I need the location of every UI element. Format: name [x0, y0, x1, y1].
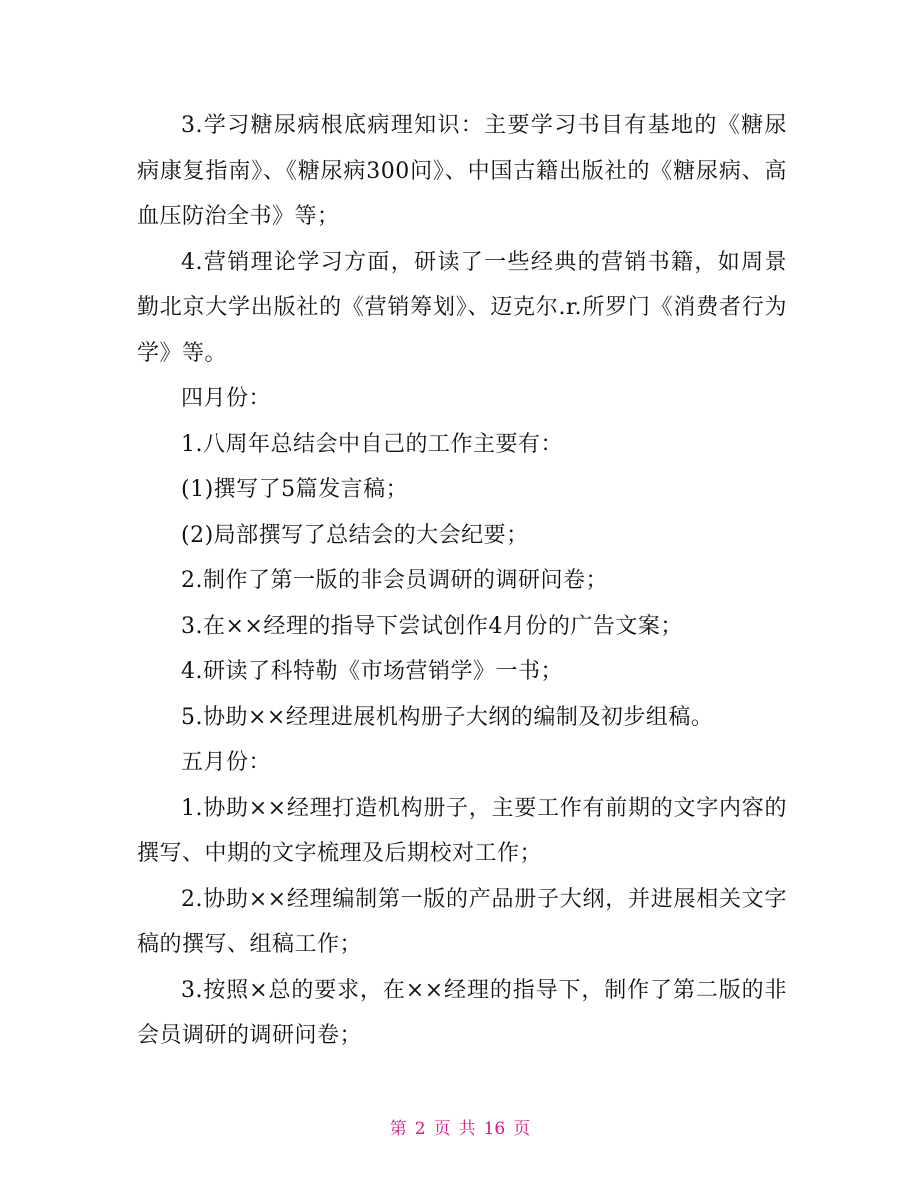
footer-page-word: 页	[433, 1119, 451, 1139]
document-body	[137, 103, 787, 1059]
paragraph-may-item-3: 3.按照×总的要求，在××经理的指导下，制作了第二版的非会员调研的调研问卷；	[137, 977, 787, 1048]
footer-current-page: 2	[414, 1119, 426, 1139]
heading-april: 四月份：	[181, 386, 272, 411]
paragraph-marketing-theory: 4.营销理论学习方面，研读了一些经典的营销书籍，如周景勤北京大学出版社的《营销筹划》、迈克尔.r.所罗门《消费者行为学》等。	[137, 249, 787, 366]
paragraph-may-item-1: 1.协助××经理打造机构册子，主要工作有前期的文字内容的撰写、中期的文字梳理及后期校对工作；	[137, 795, 787, 866]
heading-may: 五月份：	[181, 750, 272, 775]
paragraph-april-item-1: 1.八周年总结会中自己的工作主要有：	[181, 431, 563, 457]
footer-suffix: 页	[513, 1119, 531, 1139]
paragraph-april-subitem-1: (1)撰写了5篇发言稿；	[181, 477, 409, 502]
paragraph-april-item-5: 5.协助××经理进展机构册子大纲的编制及初步组稿。	[181, 704, 714, 730]
paragraph-april-item-3: 3.在××经理的指导下尝试创作4月份的广告文案；	[181, 613, 683, 639]
footer-total-word: 共	[458, 1119, 476, 1139]
paragraph-may-item-2: 2.协助××经理编制第一版的产品册子大纲，并进展相关文字稿的撰写、组稿工作；	[137, 886, 787, 957]
paragraph-april-item-4: 4.研读了科特勒《市场营销学》一书；	[181, 659, 563, 684]
paragraph-april-item-2: 2.制作了第一版的非会员调研的调研问卷；	[181, 568, 608, 593]
footer-total-pages: 16	[483, 1119, 506, 1139]
paragraph-april-subitem-2: (2)局部撰写了总结会的大会纪要；	[181, 522, 529, 548]
footer-prefix: 第	[389, 1119, 407, 1139]
page-footer	[0, 1114, 920, 1139]
paragraph-study-diabetes: 3.学习糖尿病根底病理知识：主要学习书目有基地的《糖尿病康复指南》、《糖尿病300问》、中国古籍出版社的《糖尿病、高血压防治全书》等；	[137, 113, 787, 229]
